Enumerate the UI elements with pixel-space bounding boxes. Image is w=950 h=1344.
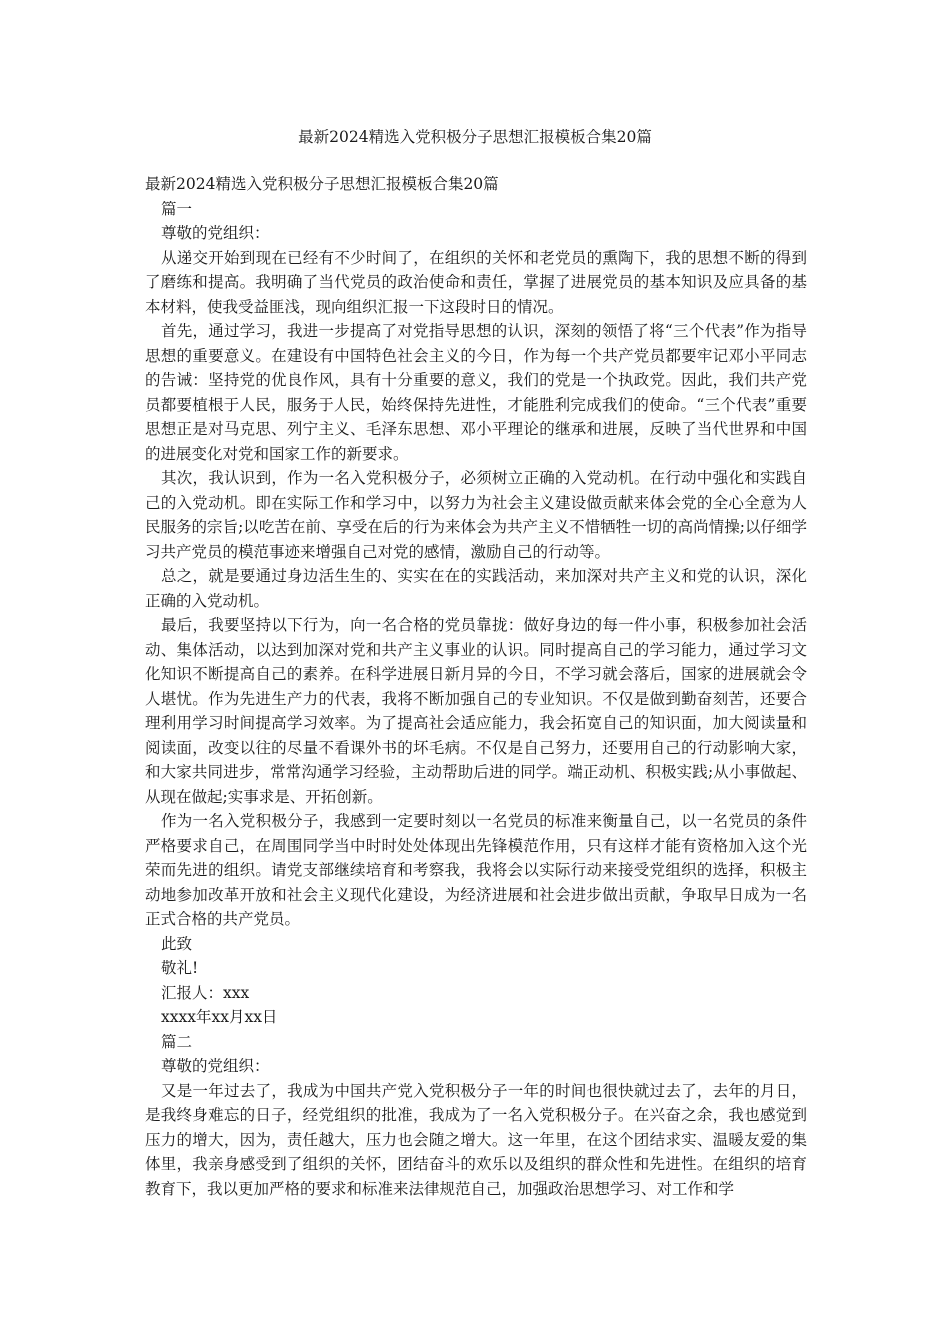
paragraph: 作为一名入党积极分子，我感到一定要时刻以一名党员的标准来衡量自己，以一名党员的条件严格要求自己，在周围同学当中时时处处体现出先锋模范作用，只有这样才能有资格加入这个光荣而先进的组织。请党支部继续培育和考察我，我将会以实际行动来接受党组织的选择，积极主动地参加改革开放和社会主义现代化建设，为经济进展和社会进步做出贡献，争取早日成为一名正式合格的共产党员。 (145, 812, 807, 928)
closing-salute: 敬礼! (161, 959, 199, 977)
reporter-name: 汇报人：xxx (161, 983, 250, 1002)
paragraph: 首先，通过学习，我进一步提高了对党指导思想的认识，深刻的领悟了将“三个代表”作为指导思想的重要意义。在建设有中国特色社会主义的今日，作为每一个共产党员都要牢记邓小平同志的告诫：坚持党的优良作风，具有十分重要的意义，我们的党是一个执政党。因此，我们共产党员都要植根于人民，服务于人民，始终保持先进性，才能胜利完成我们的使命。“三个代表”重要思想正是对马克思、列宁主义、毛泽东思想、邓小平理论的继承和进展，反映了当代世界和中国的进展变化对党和国家工作的新要求。 (145, 322, 807, 463)
salutation-1: 尊敬的党组织： (161, 224, 270, 242)
salutation-2: 尊敬的党组织： (161, 1057, 270, 1075)
page-title: 最新2024精选入党积极分子思想汇报模板合集20篇 (298, 128, 652, 146)
report-date: xxxx年xx月xx日 (161, 1008, 278, 1026)
section-heading-1: 篇一 (161, 199, 193, 218)
document-body (145, 172, 807, 1201)
document-title: 最新2024精选入党积极分子思想汇报模板合集20篇 (145, 175, 499, 193)
paragraph: 从递交开始到现在已经有不少时间了，在组织的关怀和老党员的熏陶下，我的思想不断的得到了磨练和提高。我明确了当代党员的政治使命和责任，掌握了进展党员的基本知识及应具备的基本材料，使我受益匪浅，现向组织汇报一下这段时日的情况。 (145, 248, 807, 316)
paragraph: 最后，我要坚持以下行为，向一名合格的党员靠拢：做好身边的每一件小事，积极参加社会活动、集体活动，以达到加深对党和共产主义事业的认识。同时提高自己的学习能力，通过学习文化知识不断提高自己的素养。在科学进展日新月异的今日，不学习就会落后，国家的进展就会令人堪忧。作为先进生产力的代表，我将不断加强自己的专业知识。不仅是做到勤奋刻苦，还要合理利用学习时间提高学习效率。为了提高社会适应能力，我会拓宽自己的知识面，加大阅读量和阅读面，改变以往的尽量不看课外书的坏毛病。不仅是自己努力，还要用自己的行动影响大家，和大家共同进步，常常沟通学习经验，主动帮助后进的同学。端正动机、积极实践;从小事做起、从现在做起;实事求是、开拓创新。 (145, 616, 807, 806)
closing-line: 此致 (161, 934, 193, 953)
section-heading-2: 篇二 (161, 1032, 193, 1051)
paragraph: 其次，我认识到，作为一名入党积极分子，必须树立正确的入党动机。在行动中强化和实践自己的入党动机。即在实际工作和学习中，以努力为社会主义建设做贡献来体会党的全心全意为人民服务的宗旨;以吃苦在前、享受在后的行为来体会为共产主义不惜牺牲一切的高尚情操;以仔细学习共产党员的模范事迹来增强自己对党的感情，激励自己的行动等。 (145, 469, 807, 561)
paragraph: 又是一年过去了，我成为中国共产党入党积极分子一年的时间也很快就过去了，去年的月日，是我终身难忘的日子，经党组织的批准，我成为了一名入党积极分子。在兴奋之余，我也感觉到压力的增大，因为，责任越大，压力也会随之增大。这一年里，在这个团结求实、温暖友爱的集体里，我亲身感受到了组织的关怀，团结奋斗的欢乐以及组织的群众性和先进性。在组织的培育教育下，我以更加严格的要求和标准来法律规范自己，加强政治思想学习、对工作和学 (145, 1081, 807, 1198)
paragraph: 总之，就是要通过身边活生生的、实实在在的实践活动，来加深对共产主义和党的认识，深化正确的入党动机。 (145, 567, 807, 610)
